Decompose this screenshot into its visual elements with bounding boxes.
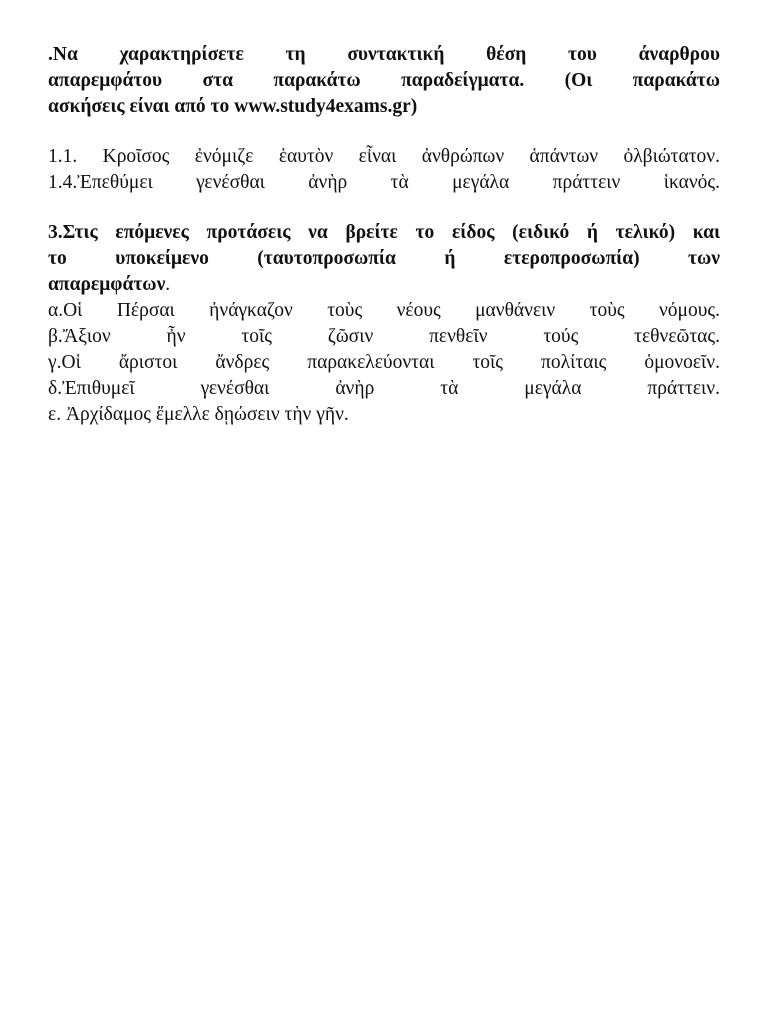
exercise-1-heading-line: ασκήσεις είναι από το www.study4exams.gr): [48, 96, 418, 117]
exercise-3-heading-bold: απαρεμφάτων: [48, 274, 166, 295]
exercise-3-heading-line: 3.Στις επόμενες προτάσεις να βρείτε το είδος (ειδικό ή τελικό) και: [48, 222, 720, 243]
document-page: [48, 42, 720, 428]
exercise-1-heading-line: .Να χαρακτηρίσετε τη συντακτική θέση του άναρθρου: [48, 44, 720, 65]
exercise-3-heading-line: [48, 272, 720, 298]
exercise-1-heading: [48, 42, 720, 120]
exercise-3-heading-tail: .: [165, 274, 171, 295]
exercise-3-heading: [48, 220, 720, 298]
exercise-item: γ.Οἱ ἄριστοι ἄνδρες παρακελεύονται τοῖς πολίταις ὁμονοεῖν.: [48, 352, 720, 373]
exercise-item: α.Οἱ Πέρσαι ἠνάγκαζον τοὺς νέους μανθάνειν τοὺς νόμους.: [48, 300, 720, 321]
exercise-item: δ.Ἐπιθυμεῖ γενέσθαι ἀνὴρ τὰ μεγάλα πράττειν.: [48, 378, 720, 399]
exercise-3-heading-line: το υποκείμενο (ταυτοπροσωπία ή ετεροπροσωπία) των: [48, 248, 720, 269]
exercise-3-items: [48, 298, 720, 428]
example-sentence: 1.1. Κροῖσος ἐνόμιζε ἑαυτὸν εἶναι ἀνθρώπων ἁπάντων ὀλβιώτατον.: [48, 146, 720, 167]
spacer: [48, 120, 720, 144]
exercise-item: ε. Ἀρχίδαμος ἔμελλε δῃώσειν τὴν γῆν.: [48, 404, 349, 425]
exercise-1-examples: [48, 144, 720, 196]
example-sentence: 1.4.Ἐπεθύμει γενέσθαι ἀνὴρ τὰ μεγάλα πράττειν ἱκανός.: [48, 172, 720, 193]
exercise-1-heading-line: απαρεμφάτου στα παρακάτω παραδείγματα. (Οι παρακάτω: [48, 70, 720, 91]
exercise-item: β.Ἄξιον ἦν τοῖς ζῶσιν πενθεῖν τούς τεθνεῶτας.: [48, 326, 720, 347]
spacer: [48, 196, 720, 220]
